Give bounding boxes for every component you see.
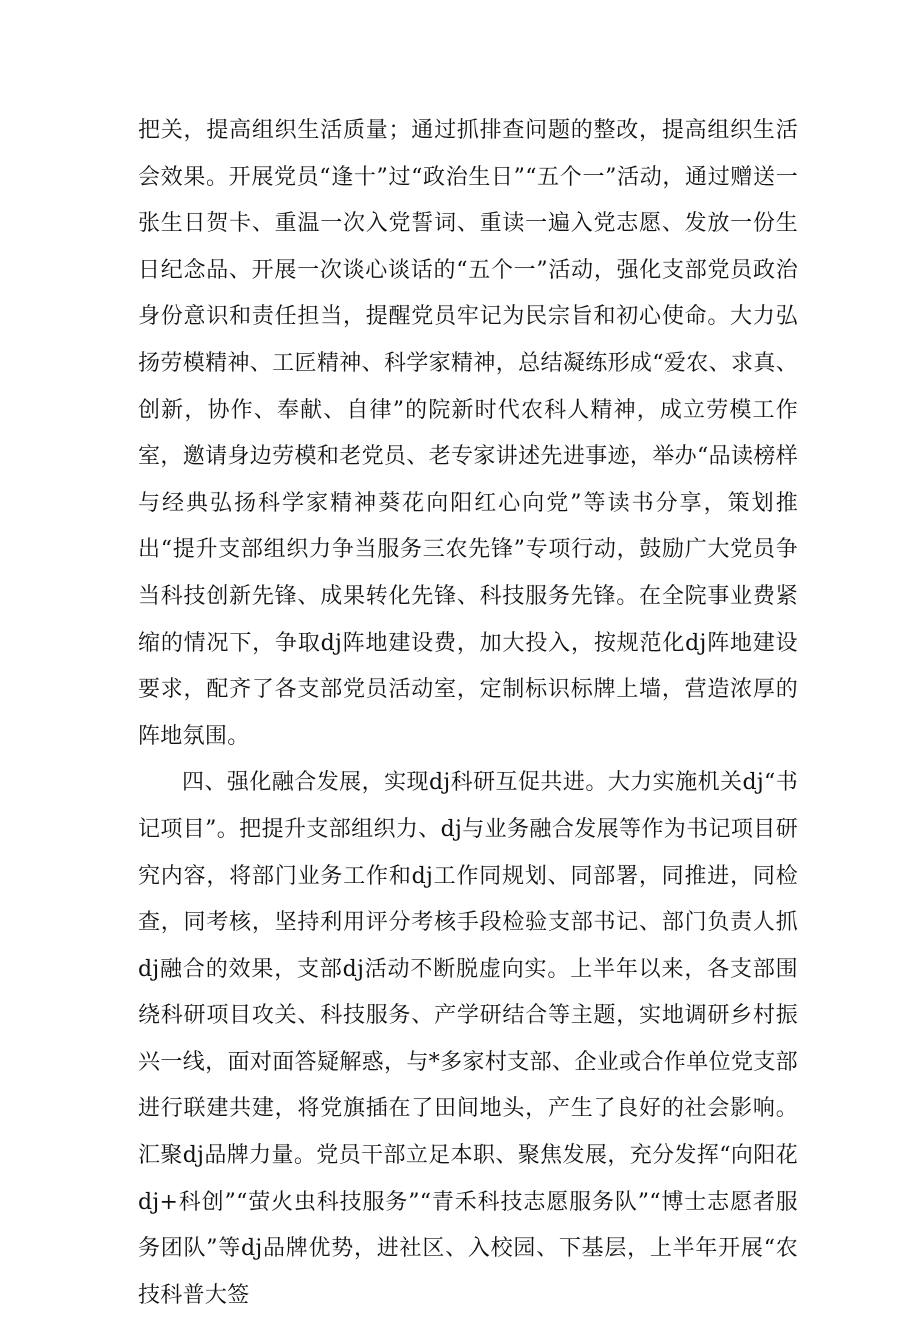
document-body <box>138 108 798 1319</box>
paragraph-continuation: 把关，提高组织生活质量；通过抓排查问题的整改，提高组织生活会效果。开展党员“逢十”过“政治生日”“五个一”活动，通过赠送一张生日贺卡、重温一次入党誓词、重读一遍入党志愿、发放一份生日纪念品、开展一次谈心谈话的“五个一”活动，强化支部党员政治身份意识和责任担当，提醒党员牢记为民宗旨和初心使命。大力弘扬劳模精神、工匠精神、科学家精神，总结凝练形成“爱农、求真、创新，协作、奉献、自律”的院新时代农科人精神，成立劳模工作室，邀请身边劳模和老党员、老专家讲述先进事迹，举办“品读榜样与经典弘扬科学家精神葵花向阳红心向党”等读书分享，策划推出“提升支部组织力争当服务三农先锋”专项行动，鼓励广大党员争当科技创新先锋、成果转化先锋、科技服务先锋。在全院事业费紧缩的情况下，争取dj阵地建设费，加大投入，按规范化dj阵地建设要求，配齐了各支部党员活动室，定制标识标牌上墙，营造浓厚的阵地氛围。 <box>138 118 798 749</box>
paragraph-section-four: 四、强化融合发展，实现dj科研互促共进。大力实施机关dj“书记项目”。把提升支部组织力、dj与业务融合发展等作为书记项目研究内容，将部门业务工作和dj工作同规划、同部署，同推进，同检查，同考核，坚持利用评分考核手段检验支部书记、部门负责人抓dj融合的效果，支部dj活动不断脱虚向实。上半年以来，各支部围绕科研项目攻关、科技服务、产学研结合等主题，实地调研乡村振兴一线，面对面答疑解惑，与*多家村支部、企业或合作单位党支部进行联建共建，将党旗插在了田间地头，产生了良好的社会影响。汇聚dj品牌力量。党员干部立足本职、聚焦发展，充分发挥“向阳花dj+科创”“萤火虫科技服务”“青禾科技志愿服务队”“博士志愿者服务团队”等dj品牌优势，进社区、入校园、下基层，上半年开展“农技科普大签 <box>138 770 798 1308</box>
